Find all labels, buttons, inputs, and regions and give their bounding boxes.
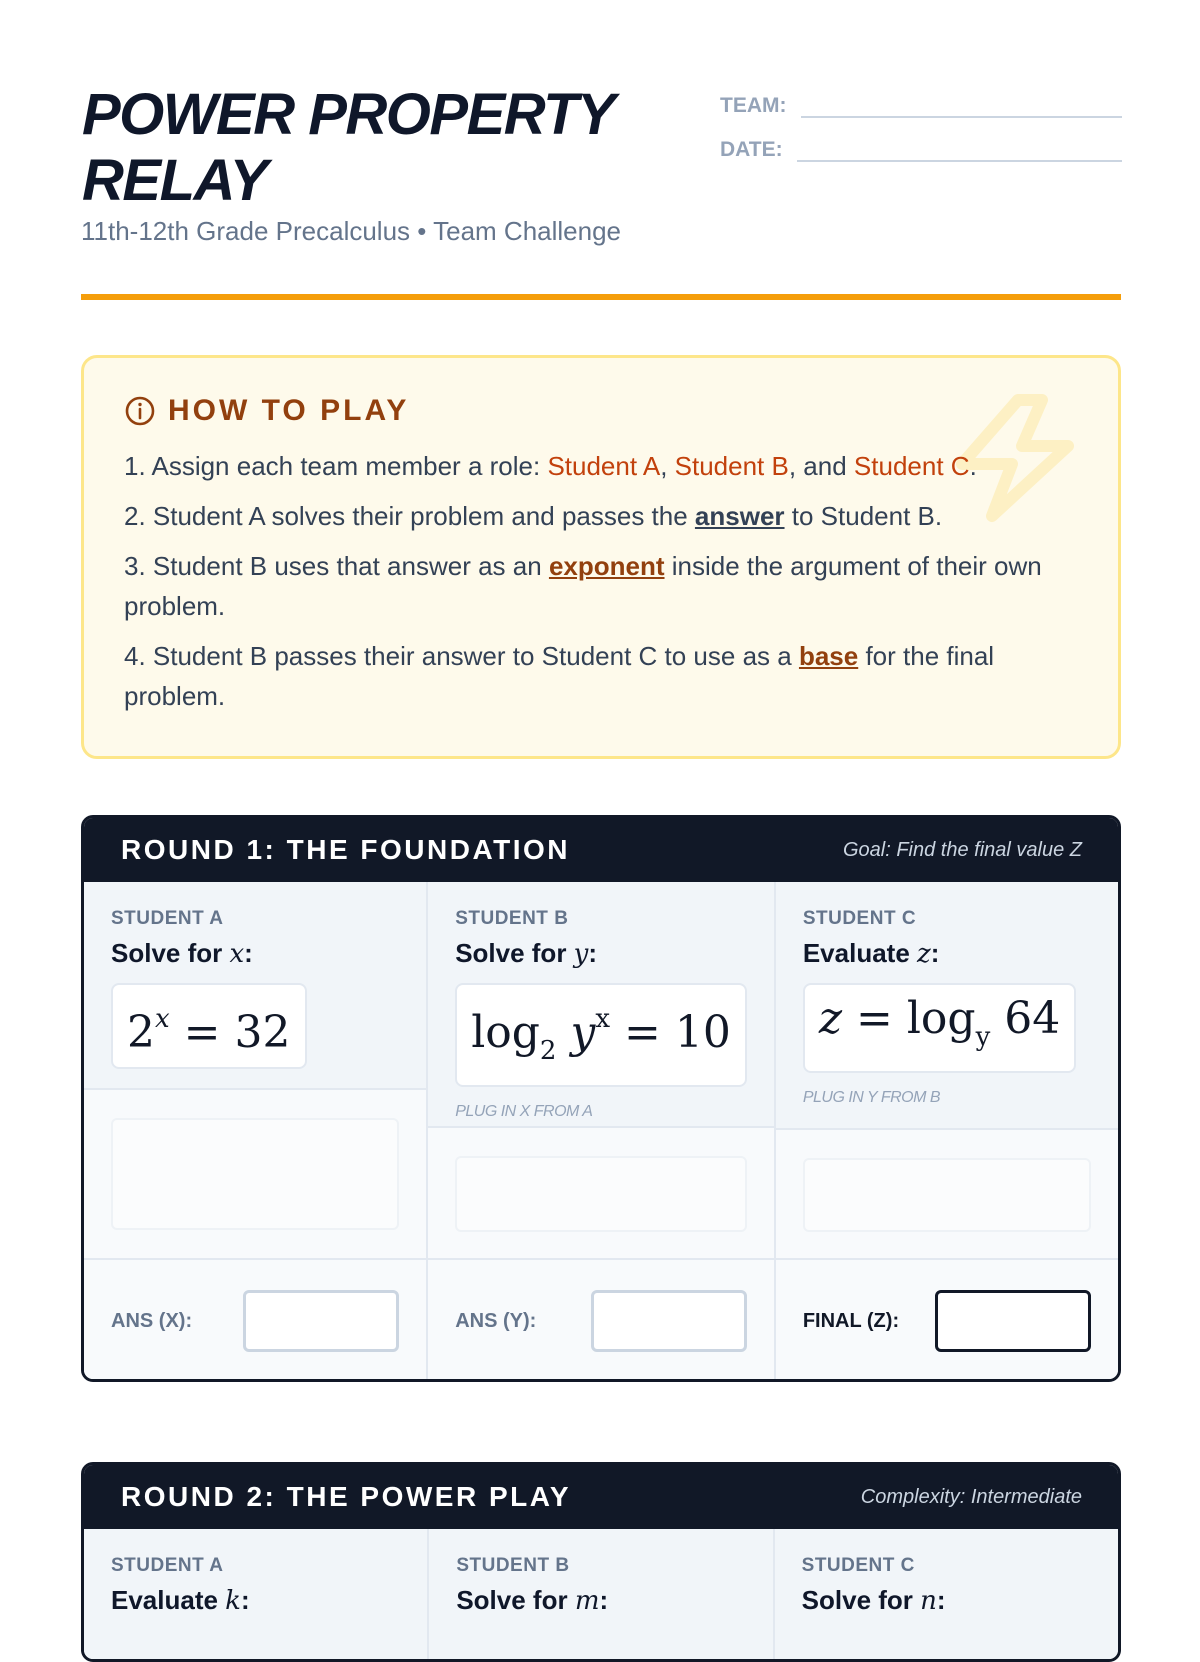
step-text: 1. Assign each team member a role: [124, 451, 548, 481]
eq-exponent: x [595, 1004, 610, 1034]
prompt-variable: n [920, 1586, 937, 1616]
date-field[interactable] [797, 138, 1122, 162]
student-c-equation [803, 983, 1076, 1073]
step-text: to Student B. [784, 501, 943, 531]
eq-rhs: = 10 [610, 1007, 731, 1058]
student-c-problem [776, 882, 1118, 1130]
student-b-work-area[interactable] [455, 1156, 747, 1232]
date-row [720, 122, 1122, 162]
eq-lhs: z [818, 993, 843, 1044]
student-b-answer-label: ANS (Y): [455, 1309, 537, 1332]
eq-exponent: x [155, 1004, 170, 1034]
student-b-prompt [455, 938, 747, 969]
student-b-answer-row [428, 1258, 774, 1382]
student-a-answer-row [84, 1258, 426, 1382]
student-c-column [776, 882, 1118, 1382]
round-2-header [84, 1465, 1118, 1529]
prompt-text: Solve for [456, 1585, 575, 1615]
student-c-answer-label: FINAL (Z): [802, 1309, 900, 1332]
instruction-step-1 [124, 446, 1078, 486]
student-a-answer-box[interactable] [243, 1290, 399, 1352]
step-text: 4. Student B passes their answer to Student C to use as a [124, 641, 799, 671]
info-icon [124, 395, 156, 427]
role-student-c: Student C [853, 451, 970, 481]
round-2-student-c-column [775, 1529, 1118, 1662]
team-date-fields [720, 78, 1122, 166]
prompt-colon: : [588, 938, 598, 968]
student-a-label: STUDENT A [111, 908, 224, 929]
step-text: for the final problem. [124, 641, 995, 711]
role-student-a: Student A [547, 451, 661, 481]
student-c-label: STUDENT C [802, 908, 917, 929]
prompt-colon: : [244, 938, 253, 968]
prompt-variable: m [574, 1586, 600, 1616]
date-label: DATE: [720, 138, 783, 161]
prompt-colon: : [599, 1585, 609, 1615]
eq-argument: 64 [990, 993, 1061, 1044]
team-label: TEAM: [720, 94, 787, 117]
instruction-step-3 [124, 546, 1078, 626]
round-2-goal: Complexity: Intermediate [860, 1485, 1082, 1508]
eq-rhs: = 32 [169, 1007, 291, 1058]
round-1-card [81, 815, 1121, 1382]
prompt-variable: z [917, 939, 931, 969]
step-text: 3. Student B uses that answer as an [124, 551, 549, 581]
round-2-student-b-prompt [456, 1585, 745, 1616]
round-2-student-b-label: STUDENT B [456, 1555, 570, 1576]
eq-equals: = [842, 993, 907, 1044]
prompt-colon: : [930, 938, 940, 968]
step-text: 2. Student A solves their problem and passes the [124, 501, 695, 531]
eq-log-base: y [975, 1022, 991, 1052]
role-student-b: Student B [674, 451, 789, 481]
step-text: , [660, 451, 675, 481]
round-2-student-a-column [84, 1529, 429, 1662]
student-b-column [428, 882, 776, 1382]
team-row [720, 78, 1122, 118]
round-2-student-c-prompt [802, 1585, 1091, 1616]
eq-log-base: 2 [539, 1036, 557, 1066]
eq-log: log [906, 993, 976, 1044]
round-1-goal: Goal: Find the final value Z [842, 838, 1082, 861]
round-2-student-c-label: STUDENT C [801, 1555, 915, 1576]
step-text: . [969, 451, 977, 481]
prompt-text: Solve for [111, 938, 230, 968]
round-2-card [81, 1462, 1121, 1662]
prompt-colon: : [936, 1585, 946, 1615]
prompt-colon: : [240, 1585, 250, 1615]
prompt-text: Solve for [455, 938, 574, 968]
student-b-equation [455, 983, 747, 1087]
student-b-problem [428, 882, 774, 1128]
prompt-variable: x [229, 939, 245, 969]
round-2-title: ROUND 2: THE POWER PLAY [121, 1481, 572, 1512]
keyword-base: base [798, 641, 859, 671]
step-text: , and [788, 451, 854, 481]
eq-argument: y [570, 1007, 596, 1058]
final-answer-box[interactable] [935, 1290, 1091, 1352]
student-a-column [84, 882, 428, 1382]
header-divider [81, 294, 1121, 300]
student-a-equation [111, 983, 307, 1069]
step-text: inside the argument of their own problem. [124, 551, 1042, 621]
prompt-variable: k [225, 1586, 241, 1616]
prompt-text: Evaluate [802, 938, 917, 968]
student-c-prompt [803, 938, 1091, 969]
student-a-problem [84, 882, 426, 1090]
student-b-hint: PLUG IN X FROM A [455, 1103, 593, 1120]
round-1-title: ROUND 1: THE FOUNDATION [121, 834, 570, 865]
page-title: POWER PROPERTY RELAY [82, 82, 614, 213]
student-b-answer-box[interactable] [591, 1290, 747, 1352]
student-a-prompt [111, 938, 399, 969]
how-to-play-box [81, 355, 1121, 759]
how-to-play-heading: HOW TO PLAY [168, 394, 410, 427]
round-1-columns [84, 882, 1118, 1382]
page-subtitle: 11th-12th Grade Precalculus • Team Challenge [81, 216, 622, 246]
keyword-exponent: exponent [548, 551, 665, 581]
round-1-header [84, 818, 1118, 882]
round-2-student-a-label: STUDENT A [111, 1555, 224, 1576]
student-a-work-area[interactable] [111, 1118, 399, 1230]
instruction-step-2 [124, 496, 1078, 536]
round-2-student-a-prompt [111, 1585, 400, 1616]
student-c-work-area[interactable] [803, 1158, 1091, 1232]
eq-log: log [471, 1007, 540, 1058]
student-a-answer-label: ANS (X): [111, 1309, 193, 1332]
team-field[interactable] [801, 94, 1123, 118]
prompt-text: Solve for [801, 1585, 921, 1615]
student-b-label: STUDENT B [455, 908, 569, 929]
eq-base: 2 [127, 1007, 155, 1058]
prompt-variable: y [573, 939, 589, 969]
round-2-student-b-column [429, 1529, 774, 1662]
student-c-hint: PLUG IN Y FROM B [802, 1089, 941, 1106]
prompt-text: Evaluate [111, 1585, 226, 1615]
round-2-columns [84, 1529, 1118, 1662]
student-c-answer-row [776, 1258, 1118, 1382]
keyword-answer: answer [694, 501, 785, 531]
instruction-step-4 [124, 636, 1078, 716]
